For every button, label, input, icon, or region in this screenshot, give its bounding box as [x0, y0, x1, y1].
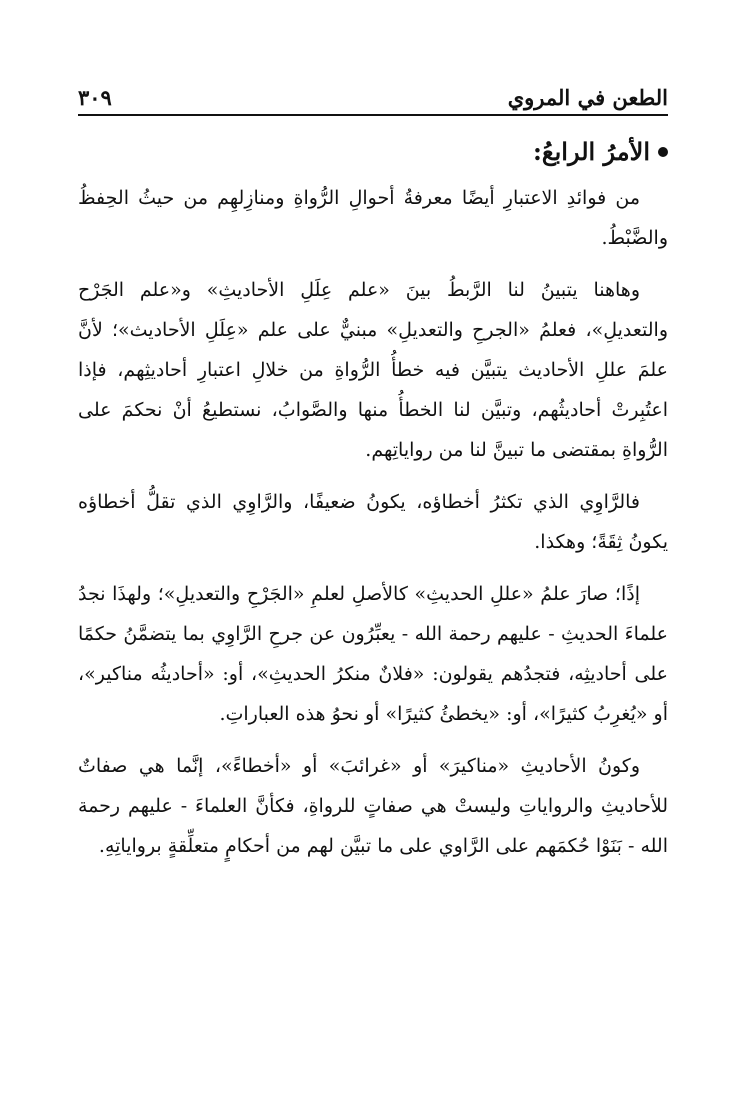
section-heading: [78, 132, 668, 172]
bullet-icon: [658, 147, 668, 157]
page-header: [78, 62, 668, 114]
section-title: الأمرُ الرابعُ:: [532, 137, 650, 166]
book-page: [78, 62, 668, 1092]
page-number: ٣٠٩: [78, 85, 112, 110]
running-title: الطعن في المروي: [507, 85, 668, 110]
header-rule: [78, 114, 668, 116]
paragraph-2: وهاهنا يتبينُ لنا الرَّبطُ بينَ «علم عِلَلِ الأحاديثِ» و«علم الجَرْح والتعديلِ»، فعلمُ «الجرحِ والتعديلِ» مبنيٌّ على علم «عِلَلِ الأحاديث»؛ لأنَّ علمَ عللِ الأحاديث يتبيَّن فيه خطأُ الرُّواةِ من خلالِ اعتبارِ أحاديثِهم، فإذا اعتُبِرتْ أحاديثُهم، وتبيَّن لنا الخطأُ منها والصَّوابُ، نستطيعُ أنْ نحكمَ على الرُّواةِ بمقتضى ما تبينَّ لنا من رواياتِهم.: [78, 279, 668, 461]
paragraph-3: فالرَّاوِي الذي تكثرُ أخطاؤه، يكونُ ضعيفًا، والرَّاوِي الذي تقلُّ أخطاؤه يكونُ ثِقَةً؛ وهكذا.: [78, 491, 668, 553]
paragraph-1: من فوائدِ الاعتبارِ أيضًا معرفةُ أحوالِ الرُّواةِ ومنازِلهِم من حيثُ الحِفظُ والضَّبْطُ.: [78, 187, 668, 249]
paragraph-4: إذًا؛ صارَ علمُ «عللِ الحديثِ» كالأصلِ لعلمِ «الجَرْحِ والتعديلِ»؛ ولهذَا نجدُ علماءَ الحديثِ - عليهم رحمة الله - يعبِّرُون عن جرحِ الرَّاوِي بما يتضمَّنُ حكمًا على أحاديثِه، فتجدُهم يقولون: «فلانٌ منكرُ الحديثِ»، أو: «أحاديثُه مناكير»، أو «يُغرِبُ كثيرًا»، أو: «يخطئُ كثيرًا» أو نحوُ هذه العباراتِ.: [78, 583, 668, 725]
paragraph-5: وكونُ الأحاديثِ «مناكيرَ» أو «غرائبَ» أو «أخطاءً»، إنَّما هي صفاتٌ للأحاديثِ والرواياتِ وليستْ هي صفاتٍ للرواةِ، فكأنَّ العلماءَ - عليهم رحمة الله - بَنَوْا حُكمَهم على الرَّاوي على ما تبيَّن لهم من أحكامٍ متعلِّقةٍ برواياتِهِ.: [78, 755, 668, 857]
